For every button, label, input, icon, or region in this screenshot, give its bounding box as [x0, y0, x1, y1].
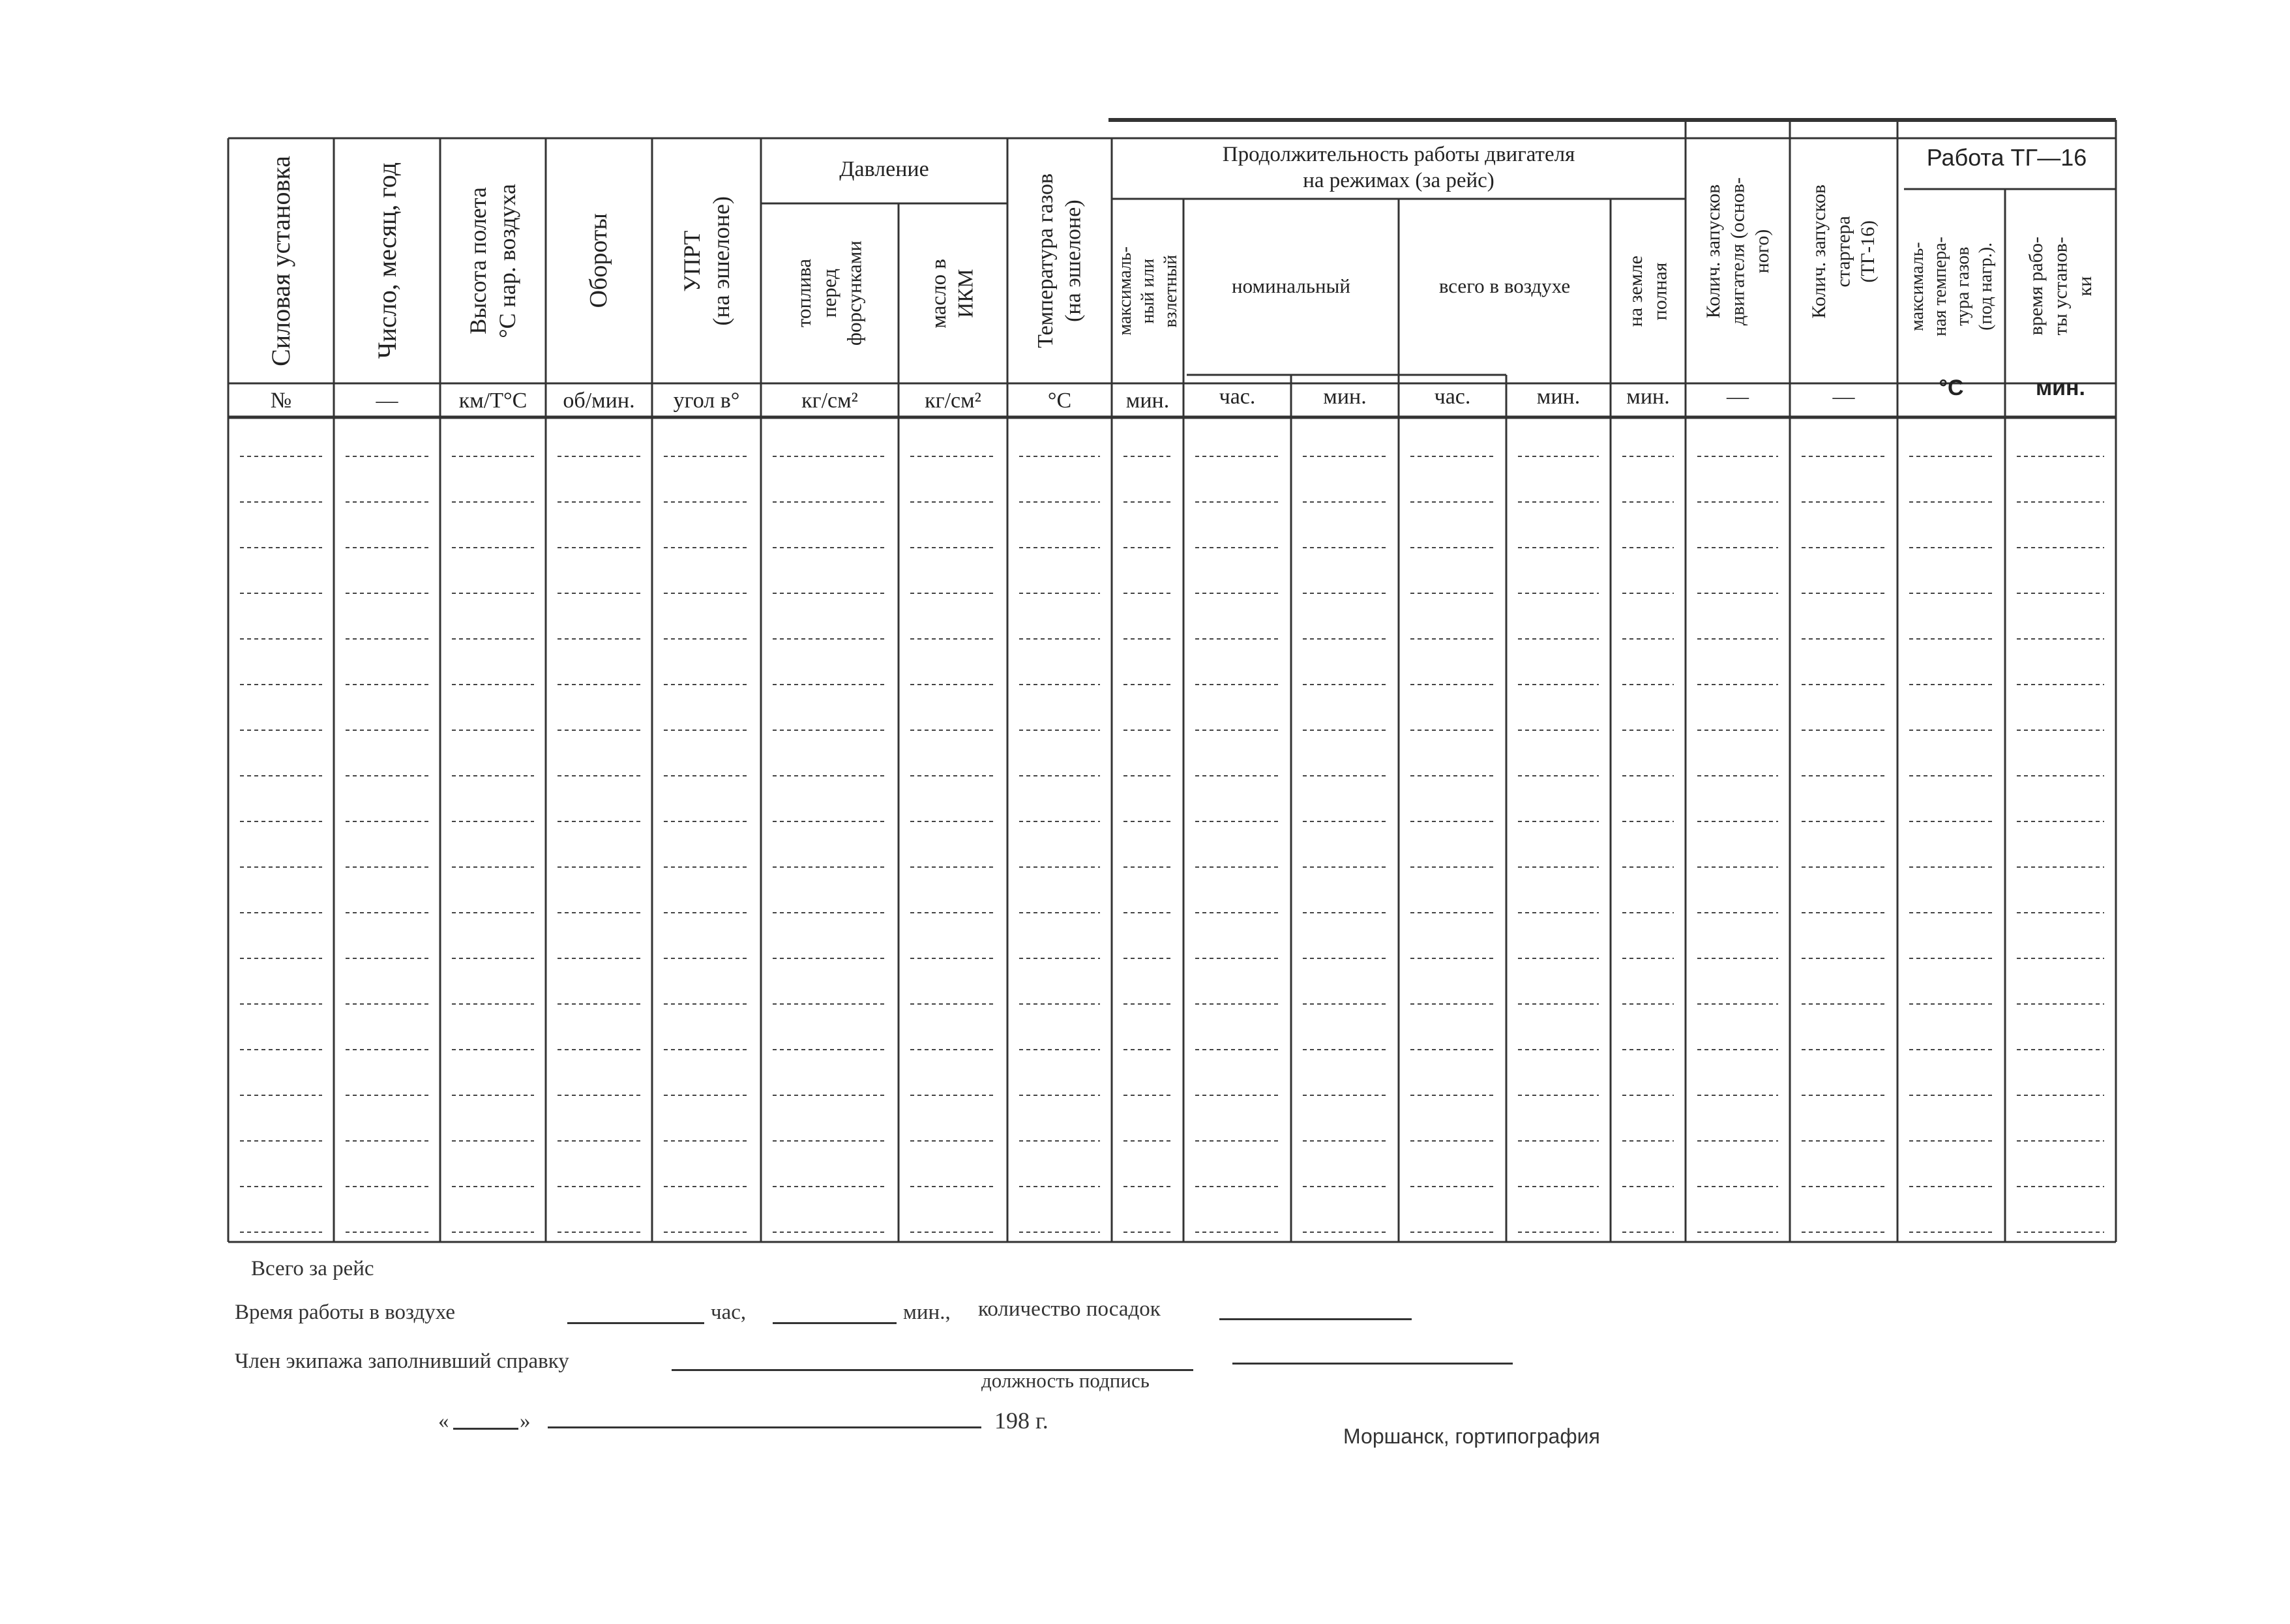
header-engine-starts: Колич. запусков двигателя (основ- ного): [1702, 177, 1773, 326]
unit-tg16-temp: °С: [1939, 376, 1964, 400]
date-day-field[interactable]: [453, 1428, 518, 1430]
position-signature-caption: должность подпись: [981, 1369, 1150, 1392]
header-duration-group: Продолжительность работы двигателя на режимах (за рейс): [1222, 143, 1575, 192]
unit-rpm: об/мин.: [563, 389, 635, 413]
header-total-air: всего в воздухе: [1438, 274, 1571, 297]
header-gas-temp: Температура газов (на эшелоне): [1033, 173, 1085, 348]
landings-label: количество посадок: [978, 1297, 1161, 1321]
unit-max-takeoff: мин.: [1125, 389, 1170, 413]
printer-imprint: Моршанск, гортипография: [1343, 1425, 1600, 1448]
unit-engine-starts: —: [1727, 385, 1749, 409]
air-time-minutes-field[interactable]: [773, 1322, 897, 1324]
header-tg16-max-temp: максималь- ная темпера- тура газов (под нагр.).: [1907, 236, 1996, 336]
unit-tg16-time: мин.: [2035, 376, 2086, 400]
air-time-label: Время работы в воздухе: [235, 1301, 456, 1324]
crew-signature-field[interactable]: [1232, 1363, 1513, 1365]
header-nominal: номинальный: [1232, 274, 1350, 297]
header-fuel-pressure: топлива перед форсунками: [792, 241, 866, 346]
unit-starter-starts: —: [1832, 385, 1855, 409]
hours-label: час,: [711, 1301, 747, 1324]
landings-field[interactable]: [1219, 1318, 1412, 1320]
unit-fuel-pressure: кг/см²: [801, 389, 858, 413]
minutes-label: мин.,: [903, 1301, 951, 1324]
header-altitude: Высота полета °С нар. воздуха: [465, 183, 520, 338]
header-rpm: Обороты: [584, 213, 612, 308]
unit-gas-temp: °С: [1047, 389, 1072, 413]
year-label: 198 г.: [994, 1408, 1048, 1434]
unit-altitude: км/Т°С: [458, 389, 528, 413]
unit-ground: мин.: [1626, 385, 1670, 409]
total-per-flight-label: Всего за рейс: [251, 1257, 374, 1280]
date-month-field[interactable]: [548, 1426, 981, 1428]
header-tg16-time: время рабо- ты установ- ки: [2025, 237, 2096, 336]
crew-member-label: Член экипажа заполнивший справку: [235, 1350, 569, 1373]
header-power-plant: Силовая установка: [266, 155, 295, 366]
unit-uprt: угол в°: [673, 389, 740, 413]
header-starter-starts: Колич. запусков стартера (ТГ-16): [1808, 185, 1879, 319]
unit-number: №: [270, 389, 292, 413]
unit-nominal-minutes: мин.: [1323, 385, 1367, 409]
date-close-quote: »: [520, 1410, 531, 1433]
header-pressure-group: Давление: [839, 157, 929, 181]
header-uprt: УПРТ (на эшелоне): [678, 196, 734, 326]
unit-oil-pressure: кг/см²: [925, 389, 981, 413]
header-tg16-group: Работа ТГ—16: [1926, 144, 2087, 171]
unit-total-hours: час.: [1434, 385, 1471, 409]
unit-date: —: [376, 389, 398, 413]
header-date: Число, месяц, год: [372, 162, 402, 359]
unit-nominal-hours: час.: [1219, 385, 1256, 409]
air-time-hours-field[interactable]: [567, 1322, 704, 1324]
header-oil-pressure: масло в ИКМ: [927, 258, 978, 329]
unit-total-minutes: мин.: [1536, 385, 1581, 409]
header-max-takeoff: максималь- ный или взлетный: [1114, 246, 1181, 336]
date-open-quote: «: [438, 1410, 449, 1433]
header-ground: на земле полная: [1625, 255, 1671, 327]
